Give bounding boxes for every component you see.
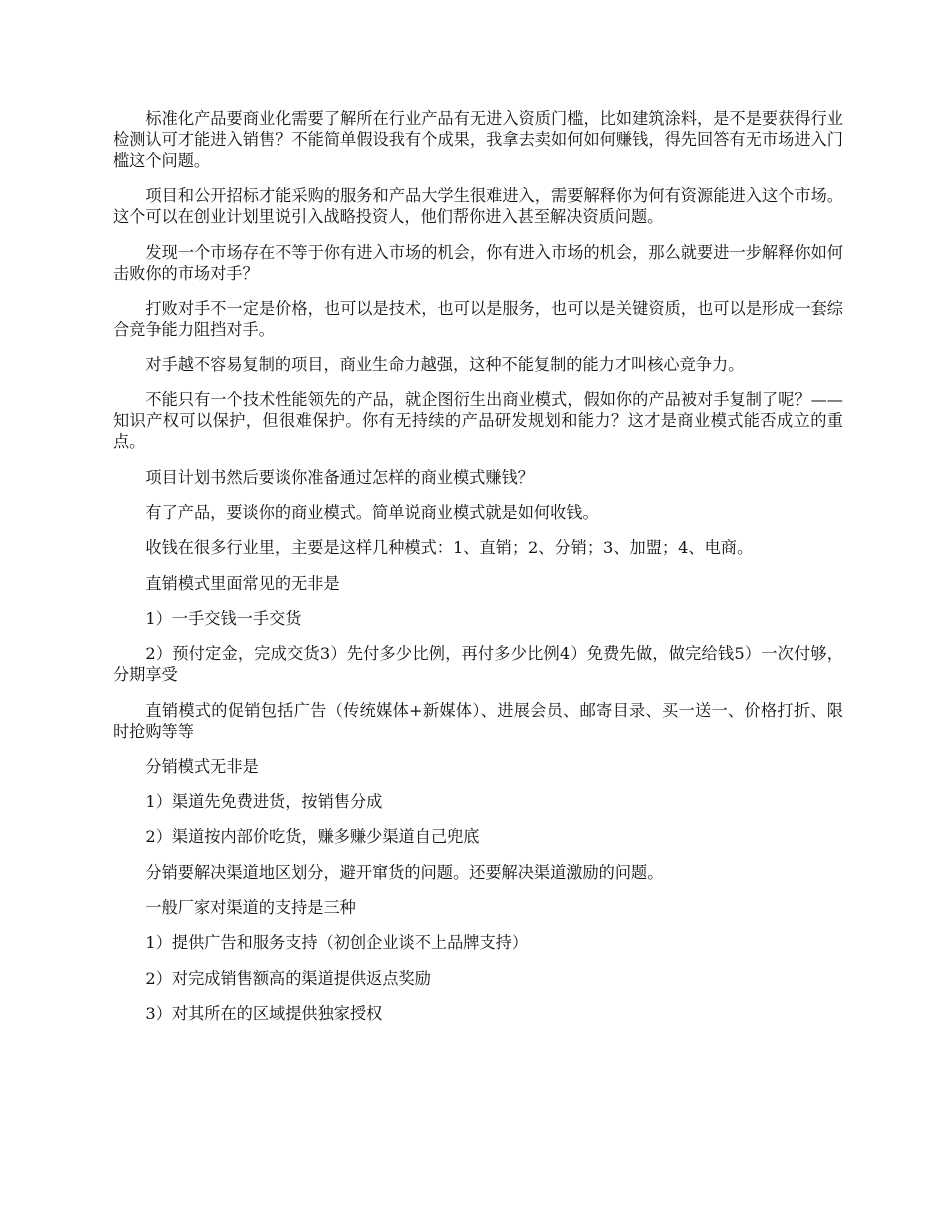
- paragraph-3: 发现一个市场存在不等于你有进入市场的机会，你有进入市场的机会，那么就要进一步解释你如何击败你的市场对手？: [113, 242, 843, 283]
- list-item-5: 1）提供广告和服务支持（初创企业谈不上品牌支持）: [145, 933, 529, 953]
- list-item-1: 1）一手交钱一手交货: [145, 608, 302, 628]
- paragraph-11: 直销模式的促销包括广告（传统媒体+新媒体）、进展会员、邮寄目录、买一送一、价格打折、限时抢购等等: [113, 700, 843, 741]
- list-item-2: 2）预付定金，完成交货3）先付多少比例，再付多少比例4）免费先做，做完给钱5）一次付够，分期享受: [113, 644, 843, 685]
- paragraph-5: 对手越不容易复制的项目，商业生命力越强，这种不能复制的能力才叫核心竞争力。: [145, 355, 745, 375]
- paragraph-1: 标准化产品要商业化需要了解所在行业产品有无进入资质门槛，比如建筑涂料，是不是要获得行业检测认可才能进入销售？不能简单假设我有个成果，我拿去卖如何如何赚钱，得先回答有无市场进入门槛这个问题。: [113, 109, 843, 170]
- list-item-4: 2）渠道按内部价吃货，赚多赚少渠道自己兜底: [145, 827, 480, 847]
- paragraph-10: 直销模式里面常见的无非是: [145, 573, 340, 593]
- list-item-7: 3）对其所在的区域提供独家授权: [145, 1003, 383, 1023]
- paragraph-8: 有了产品，要谈你的商业模式。简单说商业模式就是如何收钱。: [145, 503, 599, 523]
- paragraph-6: 不能只有一个技术性能领先的产品，就企图衍生出商业模式，假如你的产品被对手复制了呢？——知识产权可以保护，但很难保护。你有无持续的产品研发规划和能力？这才是商业模式能否成立的重点。: [113, 390, 843, 452]
- list-item-6: 2）对完成销售额高的渠道提供返点奖励: [145, 968, 431, 988]
- paragraph-2: 项目和公开招标才能采购的服务和产品大学生很难进入，需要解释你为何有资源能进入这个市场。这个可以在创业计划里说引入战略投资人，他们帮你进入甚至解决资质问题。: [113, 186, 843, 227]
- document-body: [113, 108, 843, 1038]
- paragraph-9: 收钱在很多行业里，主要是这样几种模式：1、直销；2、分销；3、加盟；4、电商。: [145, 538, 754, 558]
- paragraph-4: 打败对手不一定是价格，也可以是技术，也可以是服务，也可以是关键资质，也可以是形成一套综合竞争能力阻挡对手。: [113, 298, 843, 339]
- paragraph-13: 分销要解决渠道地区划分，避开窜货的问题。还要解决渠道激励的问题。: [145, 862, 664, 882]
- paragraph-12: 分销模式无非是: [145, 756, 259, 776]
- list-item-3: 1）渠道先免费进货，按销售分成: [145, 792, 383, 812]
- paragraph-14: 一般厂家对渠道的支持是三种: [145, 898, 356, 918]
- paragraph-7: 项目计划书然后要谈你准备通过怎样的商业模式赚钱？: [145, 467, 534, 487]
